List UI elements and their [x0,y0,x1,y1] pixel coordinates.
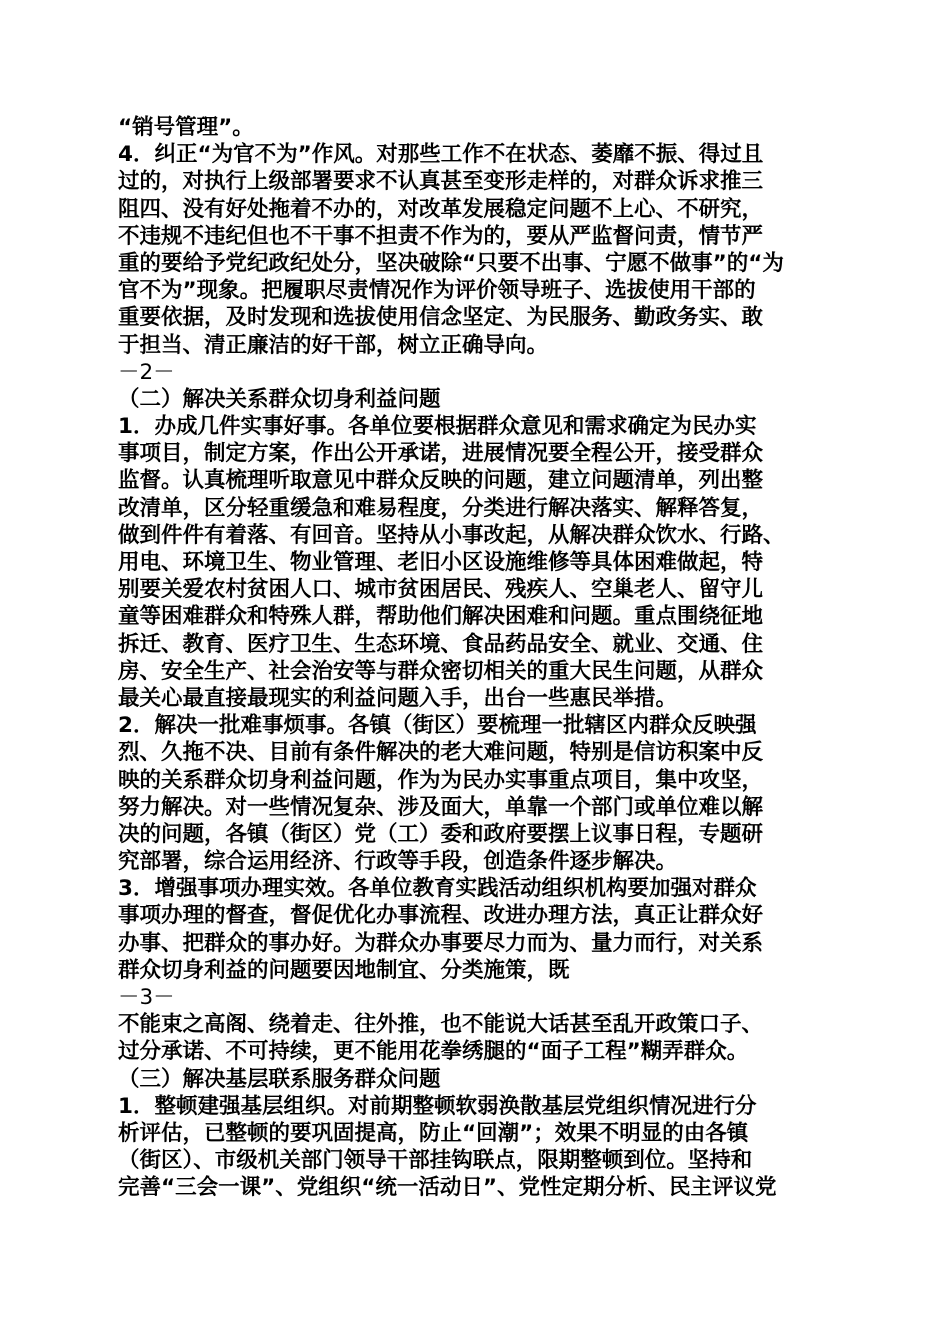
text-line: 办事、把群众的事办好。为群众办事要尽力而为、量力而行，对关系 [118,930,764,956]
text-line: 2．解决一批难事烦事。各镇（街区）要梳理一批辖区内群众反映强 [118,713,757,739]
text-line: 映的关系群众切身利益问题，作为为民办实事重点项目，集中攻坚， [118,767,764,793]
text-line: 究部署，综合运用经济、行政等手段，创造条件逐步解决。 [118,849,678,875]
page-number: －2－ [118,359,175,385]
text-line: 3．增强事项办理实效。各单位教育实践活动组织机构要加强对群众 [118,876,757,902]
text-line: 过的，对执行上级部署要求不认真甚至变形走样的，对群众诉求推三 [118,169,764,195]
text-line: 于担当、清正廉洁的好干部，树立正确导向。 [118,332,549,358]
text-line: 1．办成几件实事好事。各单位要根据群众意见和需求确定为民办实 [118,414,757,440]
text-line: 事项目，制定方案，作出公开承诺，进展情况要全程公开，接受群众 [118,441,764,467]
text-line: 析评估，已整顿的要巩固提高，防止“回潮”；效果不明显的由各镇 [118,1120,749,1146]
text-line: 童等困难群众和特殊人群，帮助他们解决困难和问题。重点围绕征地 [118,604,764,630]
text-line: 最关心最直接最现实的利益问题入手，出台一些惠民举措。 [118,685,678,711]
text-line: 别要关爱农村贫困人口、城市贫困居民、残疾人、空巢老人、留守儿 [118,577,764,603]
text-line: 房、安全生产、社会治安等与群众密切相关的重大民生问题，从群众 [118,658,764,684]
section-heading: （三）解决基层联系服务群众问题 [118,1066,441,1092]
text-line: “销号管理”。 [118,115,254,140]
text-line: 群众切身利益的问题要因地制宜、分类施策，既 [118,957,570,983]
text-line: 重的要给予党纪政纪处分，坚决破除“只要不出事、宁愿不做事”的“为 [118,250,784,276]
text-line: 过分承诺、不可持续，更不能用花拳绣腿的“面子工程”糊弄群众。 [118,1039,749,1065]
section-heading: （二）解决关系群众切身利益问题 [118,386,441,412]
text-line: 改清单，区分轻重缓急和难易程度，分类进行解决落实、解释答复， [118,495,764,521]
text-line: 阻四、没有好处拖着不办的，对改革发展稳定问题不上心、不研究， [118,196,764,222]
text-line: （街区）、市级机关部门领导干部挂钩联点，限期整顿到位。坚持和 [118,1148,753,1174]
text-line: 努力解决。对一些情况复杂、涉及面大，单靠一个部门或单位难以解 [118,794,764,820]
text-line: 官不为”现象。把履职尽责情况作为评价领导班子、选拔使用干部的 [118,278,756,304]
text-line: 烈、久拖不决、目前有条件解决的老大难问题，特别是信访积案中反 [118,740,764,766]
text-line: 不违规不违纪但也不干事不担责不作为的，要从严监督问责，情节严 [118,223,764,249]
text-line: 做到件件有着落、有回音。坚持从小事改起，从解决群众饮水、行路、 [118,522,785,548]
text-line: 用电、环境卫生、物业管理、老旧小区设施维修等具体困难做起，特 [118,550,764,575]
text-line: 4．纠正“为官不为”作风。对那些工作不在状态、萎靡不振、得过且 [118,142,764,168]
text-line: 决的问题，各镇（街区）党（工）委和政府要摆上议事日程，专题研 [118,821,764,847]
text-line: 完善“三会一课”、党组织“统一活动日”、党性定期分析、民主评议党 [118,1175,777,1201]
text-line: 拆迁、教育、医疗卫生、生态环境、食品药品安全、就业、交通、住 [118,631,764,657]
text-line: 监督。认真梳理听取意见中群众反映的问题，建立问题清单，列出整 [118,468,764,494]
text-line: 不能束之高阁、绕着走、往外推，也不能说大话甚至乱开政策口子、 [118,1012,764,1038]
text-line: 事项办理的督查，督促优化办事流程、改进办理方法，真正让群众好 [118,903,764,929]
document-body [118,114,838,1202]
text-line: 重要依据，及时发现和选拔使用信念坚定、为民服务、勤政务实、敢 [118,305,764,331]
page-number: －3－ [118,985,175,1010]
text-line: 1．整顿建强基层组织。对前期整顿软弱涣散基层党组织情况进行分 [118,1093,757,1119]
